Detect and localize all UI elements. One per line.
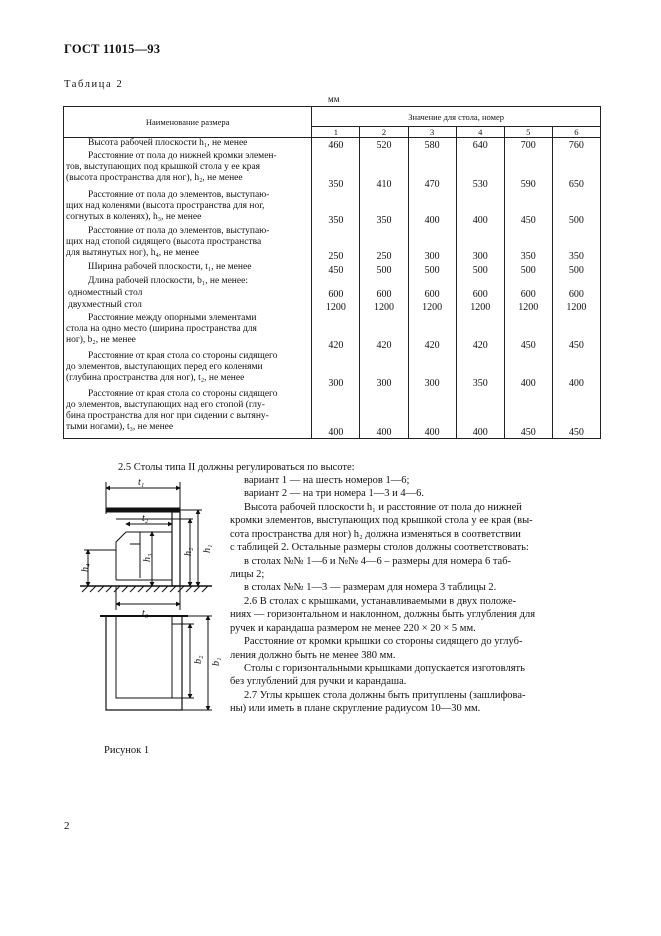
value-cell: 530 [456, 151, 504, 190]
value-cell [312, 276, 360, 288]
text-line: кромки элементов, выступающих под крышкой стола у ее края (вы- [230, 515, 533, 527]
col-number-1: 1 [312, 127, 360, 138]
value-cell: 450 [504, 389, 552, 439]
value-cell: 500 [552, 262, 600, 276]
value-cell: 450 [312, 262, 360, 276]
value-cell: 460 [312, 138, 360, 151]
row-label-line: согнутых в коленях), h₃, не менее [66, 211, 202, 222]
row-label-line: Высота рабочей плоскости h₁, не менее [88, 138, 248, 148]
value-cell: 1200 [312, 300, 360, 313]
col-number-2: 2 [360, 127, 408, 138]
row-label-line: Длина рабочей плоскости, b₁, не менее: [88, 275, 248, 286]
value-cell: 250 [360, 226, 408, 262]
para-2-5-body [230, 501, 600, 595]
figure-label-h3: h₃ [142, 553, 153, 562]
value-cell: 500 [408, 262, 456, 276]
value-cell [456, 276, 504, 288]
row-label [64, 351, 312, 389]
value-cell [552, 276, 600, 288]
text-line: 2.5 Столы типа II должны регулироваться по высоте: [118, 462, 355, 473]
table-unit: мм [328, 94, 340, 104]
col-number-3: 3 [408, 127, 456, 138]
row-label [64, 226, 312, 262]
row-label-line: стола на одно место (ширина пространства для [66, 323, 257, 334]
value-cell: 600 [312, 288, 360, 300]
figure-caption: Рисунок 1 [104, 745, 150, 756]
value-cell: 1200 [552, 300, 600, 313]
col-number-6: 6 [552, 127, 600, 138]
row-label-line: (глубина пространства для ног), t₂, не менее [66, 372, 245, 383]
value-cell: 1200 [504, 300, 552, 313]
value-cell [408, 276, 456, 288]
value-cell: 1200 [408, 300, 456, 313]
value-cell: 350 [312, 190, 360, 226]
figure-label-b2: b₂ [193, 655, 204, 664]
text-line: 2.6 В столах с крышками, устанавливаемыми в двух положе- [244, 596, 517, 607]
text-line: 2.7 Углы крышек стола должны быть притуплены (зашлифова- [244, 689, 526, 701]
row-label [64, 138, 312, 151]
table-row [64, 288, 601, 300]
value-cell: 400 [456, 190, 504, 226]
value-cell: 450 [504, 313, 552, 351]
row-label-line: Расстояние от пола до элементов, выступаю- [88, 225, 270, 236]
value-cell: 600 [456, 288, 504, 300]
table-row [64, 389, 601, 439]
value-cell: 500 [456, 262, 504, 276]
text-line: Высота рабочей плоскости h₁ и расстояние от пола до нижней [244, 502, 522, 513]
figure-label-t1: t₁ [138, 477, 145, 488]
document-code: ГОСТ 11015—93 [64, 42, 161, 56]
para-2-5-title [118, 461, 355, 474]
value-cell: 400 [408, 389, 456, 439]
value-cell: 300 [408, 351, 456, 389]
row-label-line: одноместный стол [68, 287, 143, 298]
text-line: ниях — горизонтальном и наклонном, должны быть углубления для [230, 609, 536, 621]
para-2-5-variants [244, 474, 424, 501]
row-label-line: ног), b₂, не менее [66, 334, 136, 345]
value-cell [360, 276, 408, 288]
value-cell: 400 [504, 351, 552, 389]
table-row [64, 151, 601, 190]
table-row [64, 300, 601, 313]
para-2-6 [230, 595, 600, 716]
value-cell: 420 [456, 313, 504, 351]
value-cell: 600 [408, 288, 456, 300]
header-size-name: Наименование размера [64, 107, 312, 138]
text-line: лицы 2; [230, 569, 265, 581]
value-cell: 450 [552, 313, 600, 351]
row-label-line: бина пространства для ног при сидении с вытяну- [66, 410, 269, 421]
row-label-line: двухместный стол [68, 299, 142, 310]
value-cell: 420 [408, 313, 456, 351]
value-cell: 420 [360, 313, 408, 351]
table-row [64, 226, 601, 262]
value-cell: 500 [504, 262, 552, 276]
row-label-line: тов, выступающих под крышкой стола у ее края [66, 161, 261, 172]
table-row [64, 276, 601, 288]
row-label [64, 190, 312, 226]
row-label [64, 313, 312, 351]
value-cell: 300 [360, 351, 408, 389]
value-cell: 300 [312, 351, 360, 389]
figure-label-b1: b₁ [211, 657, 222, 666]
value-cell: 700 [504, 138, 552, 151]
value-cell: 520 [360, 138, 408, 151]
text-line: сота пространства для ног) h₂ должна изменяться в соответствии [230, 528, 521, 540]
table-row [64, 313, 601, 351]
value-cell: 580 [408, 138, 456, 151]
table-row [64, 262, 601, 276]
row-label-line: до элементов, выступающих перед его коленями [66, 361, 263, 372]
value-cell: 1200 [360, 300, 408, 313]
row-label-line: для вытянутых ног), h₄, не менее [66, 247, 199, 258]
value-cell: 600 [552, 288, 600, 300]
value-cell: 350 [360, 190, 408, 226]
text-line: в столах №№ 1—3 — размерам для номера 3 таблицы 2. [244, 582, 497, 594]
text-line: в столах №№ 1—6 и №№ 4—6 – размеры для номера 6 таб- [244, 555, 512, 567]
value-cell: 450 [552, 389, 600, 439]
figure-label-t3: t₃ [142, 608, 149, 619]
text-line: Столы с горизонтальными крышками допускается изготовлять [244, 663, 525, 675]
value-cell: 1200 [456, 300, 504, 313]
row-label-line: Расстояние от края стола со стороны сидящего [88, 350, 278, 361]
row-label-line: (высота пространства для ног), h₂, не менее [66, 172, 243, 183]
variant-1: вариант 1 — на шесть номеров 1—6; [244, 475, 410, 486]
text-line: без углублений для ручки и карандаша. [230, 676, 407, 688]
value-cell: 650 [552, 151, 600, 190]
row-label-line: до элементов, выступающих над его стопой (глу- [66, 399, 265, 410]
row-label-line: щих над стопой сидящего (высота пространства [66, 236, 262, 247]
text-line: Расстояние от кромки крышки со стороны сидящего до углуб- [244, 636, 523, 648]
text-line: с таблицей 2. Остальные размеры столов должны соответствовать: [230, 542, 529, 554]
row-label-line: щих над коленями (высота пространства для ног, [66, 200, 265, 211]
value-cell: 450 [504, 190, 552, 226]
row-label-line: Расстояние от края стола со стороны сидящего [88, 388, 278, 399]
value-cell: 300 [456, 226, 504, 262]
value-cell: 470 [408, 151, 456, 190]
dimensions-table [63, 106, 601, 439]
figure-label-t2: t₂ [142, 513, 149, 524]
value-cell: 500 [360, 262, 408, 276]
page-number: 2 [64, 820, 70, 832]
value-cell: 400 [312, 389, 360, 439]
value-cell [504, 276, 552, 288]
value-cell: 350 [504, 226, 552, 262]
text-line: ручек и карандаша размером не менее 220 × 20 × 5 мм. [230, 622, 476, 634]
row-label [64, 389, 312, 439]
row-label [64, 300, 312, 313]
value-cell: 760 [552, 138, 600, 151]
value-cell: 420 [312, 313, 360, 351]
text-line: ления должно быть не менее 380 мм. [230, 649, 396, 661]
value-cell: 600 [360, 288, 408, 300]
row-label [64, 288, 312, 300]
row-label-line: Расстояние от пола до нижней кромки элемен- [88, 150, 277, 161]
table-row [64, 351, 601, 389]
value-cell: 640 [456, 138, 504, 151]
row-label [64, 151, 312, 190]
value-cell: 400 [552, 351, 600, 389]
variant-2: вариант 2 — на три номера 1—3 и 4—6. [244, 488, 424, 500]
header-value-group: Значение для стола, номер [312, 107, 601, 127]
value-cell: 600 [504, 288, 552, 300]
table-caption: Таблица 2 [64, 79, 124, 90]
text-line: ны) или иметь в плане скругление радиусом 10—30 мм. [230, 703, 481, 715]
value-cell: 500 [552, 190, 600, 226]
col-number-4: 4 [456, 127, 504, 138]
value-cell: 350 [312, 151, 360, 190]
row-label-line: Расстояние между опорными элементами [88, 312, 257, 323]
value-cell: 350 [456, 351, 504, 389]
value-cell: 400 [360, 389, 408, 439]
row-label-line: тыми ногами), t₃, не менее [66, 421, 174, 432]
value-cell: 590 [504, 151, 552, 190]
figure-label-h2: h₂ [183, 547, 194, 556]
col-number-5: 5 [504, 127, 552, 138]
row-label [64, 276, 312, 288]
row-label-line: Ширина рабочей плоскости, t₁, не менее [88, 261, 252, 272]
row-label [64, 262, 312, 276]
value-cell: 350 [552, 226, 600, 262]
row-label-line: Расстояние от пола до элементов, выступаю- [88, 189, 270, 200]
table-row [64, 138, 601, 151]
table-row [64, 190, 601, 226]
value-cell: 400 [456, 389, 504, 439]
value-cell: 250 [312, 226, 360, 262]
value-cell: 410 [360, 151, 408, 190]
figure-label-h1: h₁ [202, 544, 213, 553]
figure-1-diagram [80, 474, 232, 736]
value-cell: 400 [408, 190, 456, 226]
figure-label-h4: h₄ [80, 563, 91, 572]
value-cell: 300 [408, 226, 456, 262]
